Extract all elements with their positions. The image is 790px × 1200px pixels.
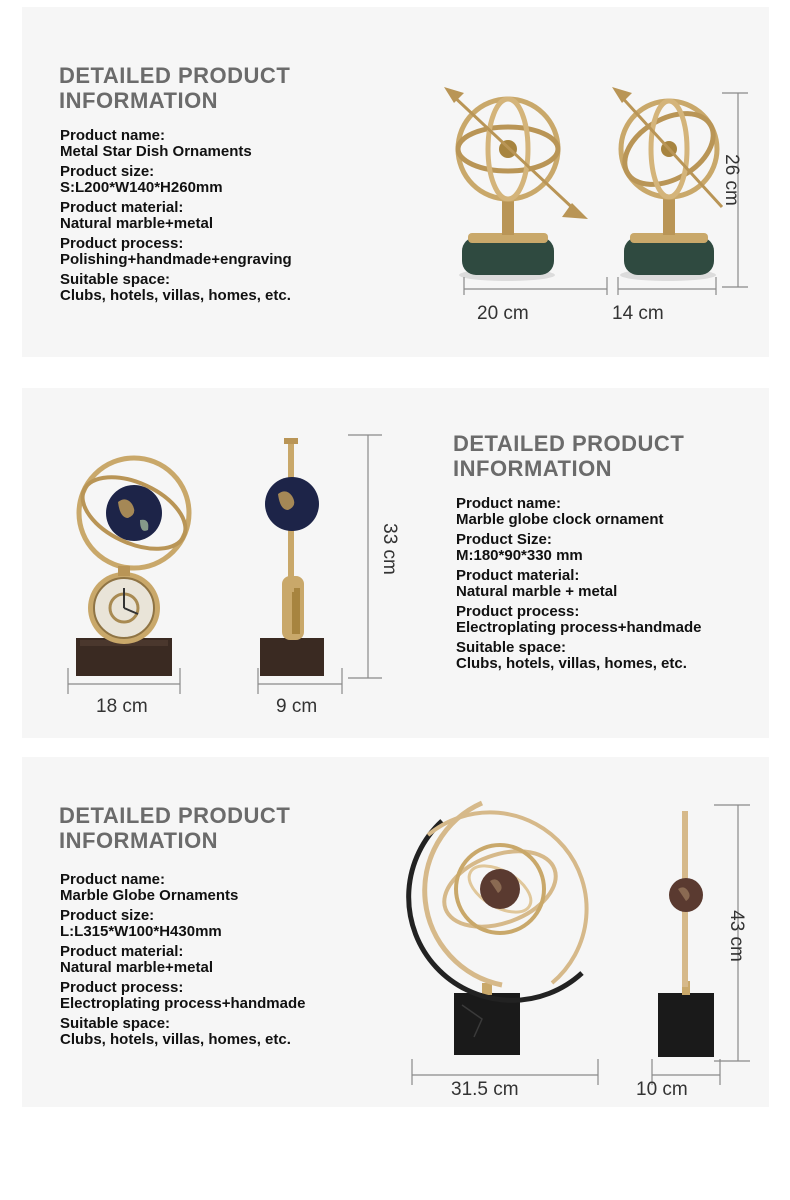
spec-value: Clubs, hotels, villas, homes, etc. bbox=[456, 655, 687, 672]
width-dimension-label: 20 cm bbox=[477, 303, 529, 324]
spec-row-size bbox=[60, 908, 360, 940]
depth-dimension-label: 9 cm bbox=[276, 696, 318, 717]
spec-row-space bbox=[60, 1016, 360, 1048]
height-dimension-label: 43 cm bbox=[725, 910, 747, 962]
spec-row-name bbox=[60, 128, 360, 160]
width-dimension-label: 18 cm bbox=[96, 696, 148, 717]
spec-value: Polishing+handmade+engraving bbox=[60, 251, 292, 268]
spec-row-material bbox=[60, 200, 360, 232]
product-section-2 bbox=[22, 388, 769, 738]
spec-label: Product material: bbox=[456, 567, 580, 584]
spec-row-material bbox=[60, 944, 360, 976]
spec-label: Product name: bbox=[456, 495, 562, 512]
spec-value: Marble globe clock ornament bbox=[456, 511, 664, 528]
spec-label: Product size: bbox=[60, 163, 155, 180]
spec-value: M:180*90*330 mm bbox=[456, 547, 583, 564]
armillary-side-view bbox=[612, 87, 726, 281]
spec-row-material bbox=[456, 568, 756, 600]
spec-value: Clubs, hotels, villas, homes, etc. bbox=[60, 1031, 291, 1048]
spec-label: Product process: bbox=[60, 235, 184, 252]
spec-value: Electroplating process+handmade bbox=[456, 619, 702, 636]
spec-row-process bbox=[60, 236, 360, 268]
width-dimension-label: 31.5 cm bbox=[451, 1079, 519, 1100]
depth-dimension-label: 14 cm bbox=[612, 303, 664, 324]
spec-value: Clubs, hotels, villas, homes, etc. bbox=[60, 287, 291, 304]
spec-label: Product size: bbox=[60, 907, 155, 924]
spec-row-process bbox=[60, 980, 360, 1012]
spec-row-space bbox=[60, 272, 360, 304]
product-section-3 bbox=[22, 757, 769, 1107]
spec-value: S:L200*W140*H260mm bbox=[60, 179, 223, 196]
product-section-1 bbox=[22, 7, 769, 357]
spec-value: Electroplating process+handmade bbox=[60, 995, 306, 1012]
height-dimension-label: 33 cm bbox=[378, 523, 400, 575]
spec-label: Suitable space: bbox=[60, 1015, 171, 1032]
spec-label: Product Size: bbox=[456, 531, 552, 548]
spec-value: Natural marble+metal bbox=[60, 215, 213, 232]
spec-row-size bbox=[60, 164, 360, 196]
globe-clock-side-view bbox=[260, 438, 324, 676]
depth-dimension-label: 10 cm bbox=[636, 1079, 688, 1100]
section-heading: DETAILED PRODUCT INFORMATION bbox=[59, 803, 291, 853]
spec-row-name bbox=[60, 872, 360, 904]
spec-label: Product process: bbox=[60, 979, 184, 996]
marble-globe-front-view bbox=[409, 803, 587, 1055]
spec-value: Natural marble + metal bbox=[456, 583, 618, 600]
spec-value: L:L315*W100*H430mm bbox=[60, 923, 222, 940]
spec-value: Metal Star Dish Ornaments bbox=[60, 143, 252, 160]
spec-label: Product name: bbox=[60, 127, 166, 144]
spec-label: Suitable space: bbox=[60, 271, 171, 288]
spec-row-name bbox=[456, 496, 756, 528]
spec-value: Marble Globe Ornaments bbox=[60, 887, 239, 904]
armillary-sphere-illustration bbox=[432, 77, 762, 297]
marble-globe-side-view bbox=[658, 811, 714, 1057]
spec-list bbox=[60, 128, 360, 308]
globe-clock-illustration bbox=[52, 428, 392, 698]
spec-list bbox=[456, 496, 756, 676]
spec-value: Natural marble+metal bbox=[60, 959, 213, 976]
spec-row-space bbox=[456, 640, 756, 672]
marble-globe-illustration bbox=[382, 795, 762, 1095]
globe-clock-front-view bbox=[71, 458, 196, 676]
spec-label: Product material: bbox=[60, 943, 184, 960]
spec-label: Suitable space: bbox=[456, 639, 567, 656]
spec-label: Product process: bbox=[456, 603, 580, 620]
spec-row-process bbox=[456, 604, 756, 636]
spec-label: Product material: bbox=[60, 199, 184, 216]
section-heading: DETAILED PRODUCT INFORMATION bbox=[59, 63, 291, 113]
spec-label: Product name: bbox=[60, 871, 166, 888]
spec-list bbox=[60, 872, 360, 1052]
armillary-front-view bbox=[444, 87, 588, 281]
section-heading: DETAILED PRODUCT INFORMATION bbox=[453, 431, 685, 481]
height-dimension-label: 26 cm bbox=[720, 154, 742, 206]
spec-row-size bbox=[456, 532, 756, 564]
